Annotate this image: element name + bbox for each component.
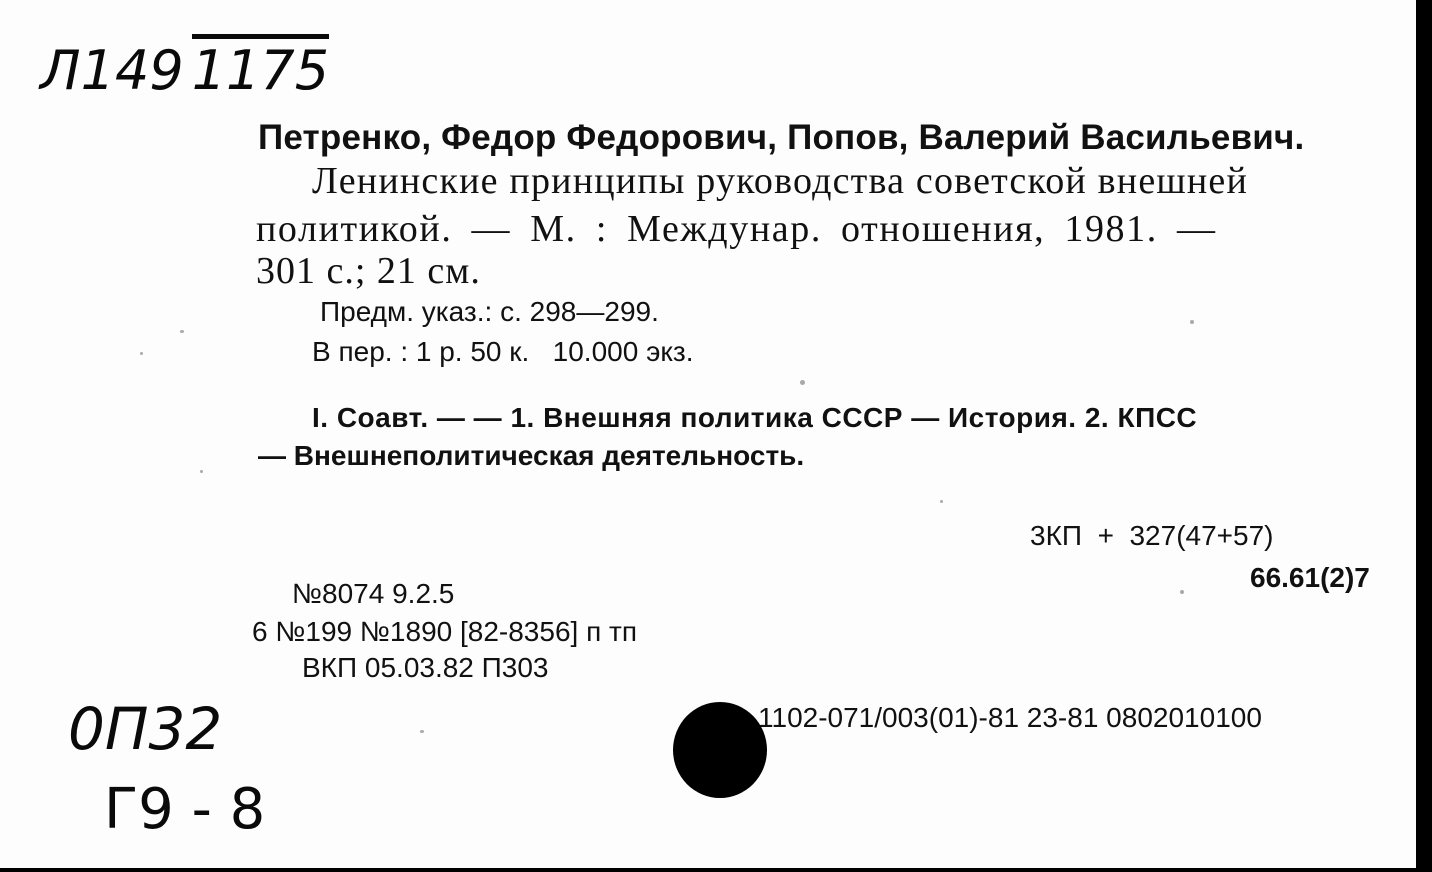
classification-code-2: 66.61(2)7 (1250, 562, 1370, 593)
noise-speck (1180, 590, 1184, 594)
title-line-1: Ленинские принципы руководства советской внешней (312, 160, 1248, 202)
registration-line-1: №8074 9.2.5 (292, 578, 455, 609)
noise-speck (200, 470, 203, 473)
price-note: В пер. : 1 р. 50 к. 10.000 экз. (312, 336, 694, 367)
noise-speck (140, 352, 143, 355)
title-line-2: политикой. — М. : Междунар. отношения, 1981. — (256, 208, 1217, 250)
card-edge-right (1416, 0, 1432, 872)
noise-speck (180, 330, 184, 333)
card-edge-bottom (0, 868, 1432, 872)
noise-speck (420, 730, 424, 733)
index-note: Предм. указ.: с. 298—299. (320, 296, 659, 327)
shelf-mark-part-b: 1175 (192, 34, 329, 102)
handwritten-shelf-mark (40, 39, 330, 102)
catalog-number: 1102-071/003(01)-81 23-81 0802010100 (758, 702, 1262, 733)
subjects-line-1: I. Соавт. — — 1. Внешняя политика СССР — История. 2. КПСС (312, 402, 1198, 433)
subjects-line-2: — Внешнеполитическая деятельность. (258, 440, 805, 471)
shelf-mark-part-a: Л149 (40, 39, 184, 102)
noise-speck (800, 380, 805, 385)
title-line-3: 301 с.; 21 см. (256, 250, 481, 292)
handwritten-code-a: 0П32 (68, 695, 223, 763)
punch-hole (673, 702, 767, 798)
noise-speck (1190, 320, 1194, 324)
classification-code-1: 3КП + 327(47+57) (1030, 520, 1274, 551)
registration-line-3: ВКП 05.03.82 П303 (302, 652, 549, 683)
authors-heading: Петренко, Федор Федорович, Попов, Валерий Васильевич. (258, 118, 1305, 157)
noise-speck (940, 500, 943, 503)
registration-line-2: 6 №199 №1890 [82-8356] п тп (252, 616, 638, 647)
handwritten-code-b: Г9 - 8 (104, 777, 266, 842)
